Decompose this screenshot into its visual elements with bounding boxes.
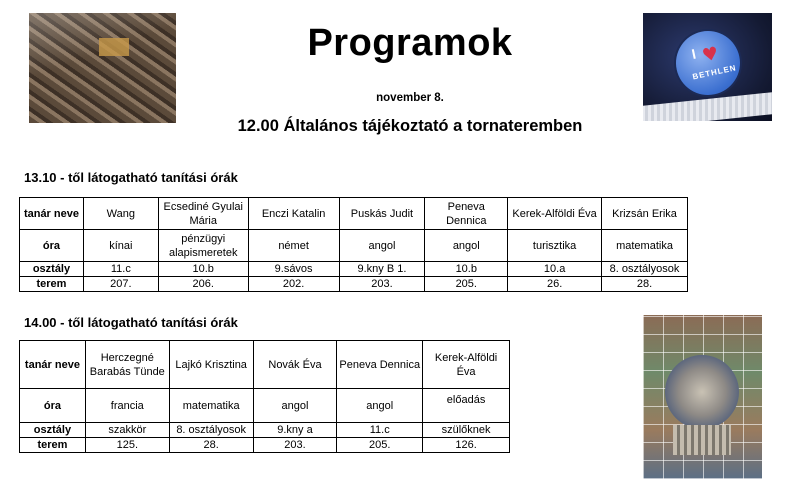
room-cell: 125.: [85, 438, 169, 453]
teacher-cell: Ecsediné Gyulai Mária: [158, 198, 248, 230]
subject-cell: angol: [253, 389, 337, 423]
event-date: november 8.: [376, 92, 444, 104]
row-label: osztály: [20, 423, 86, 438]
room-cell: 207.: [83, 277, 158, 292]
subject-cell: pénzügyi alapismeretek: [158, 230, 248, 262]
teacher-cell: Krizsán Erika: [602, 198, 688, 230]
class-cell: 11.c: [83, 262, 158, 277]
section1-heading: 13.10 - től látogatható tanítási órák: [24, 170, 238, 185]
general-info-line: 12.00 Általános tájékoztató a tornateremben: [237, 117, 583, 135]
teacher-cell: Peneva Dennica: [337, 341, 423, 389]
teacher-cell: Lajkó Krisztina: [169, 341, 253, 389]
schedule-table-1310: [19, 197, 688, 292]
section2-heading: 14.00 - től látogatható tanítási órák: [24, 315, 238, 330]
row-label: tanár neve: [20, 198, 84, 230]
i-love-bethlen-badge-photo: I ♥ BETHLEN: [643, 13, 772, 121]
page-title: Programok: [307, 22, 513, 64]
subject-cell: angol: [425, 230, 508, 262]
table-row: [20, 262, 688, 277]
room-cell: 205.: [425, 277, 508, 292]
room-cell: 203.: [339, 277, 425, 292]
teacher-cell: Enczi Katalin: [248, 198, 339, 230]
class-cell: szülőknek: [423, 423, 510, 438]
room-cell: 203.: [253, 438, 337, 453]
class-cell: 9.kny B 1.: [339, 262, 425, 277]
row-label: óra: [20, 230, 84, 262]
teacher-cell: Herczegné Barabás Tünde: [85, 341, 169, 389]
subject-cell: matematika: [602, 230, 688, 262]
subject-cell: turisztika: [508, 230, 602, 262]
table-row: [20, 198, 688, 230]
table-row: [20, 389, 510, 423]
teacher-cell: Peneva Dennica: [425, 198, 508, 230]
room-cell: 28.: [602, 277, 688, 292]
class-cell: 11.c: [337, 423, 423, 438]
class-cell: szakkör: [85, 423, 169, 438]
class-cell: 8. osztályosok: [602, 262, 688, 277]
room-cell: 126.: [423, 438, 510, 453]
subject-cell: matematika: [169, 389, 253, 423]
subject-cell: angol: [339, 230, 425, 262]
row-label: óra: [20, 389, 86, 423]
city-aerial-photo: [29, 13, 176, 123]
row-label: tanár neve: [20, 341, 86, 389]
subject-cell: előadás: [423, 389, 510, 423]
teacher-cell: Puskás Judit: [339, 198, 425, 230]
room-cell: 206.: [158, 277, 248, 292]
class-cell: 8. osztályosok: [169, 423, 253, 438]
room-cell: 28.: [169, 438, 253, 453]
table-row: [20, 438, 510, 453]
heart-icon: ♥: [700, 42, 721, 67]
schedule-table-1400: [19, 340, 510, 453]
subject-cell: kínai: [83, 230, 158, 262]
row-label: terem: [20, 438, 86, 453]
class-cell: 9.kny a: [253, 423, 337, 438]
table-row: [20, 423, 510, 438]
table-row: [20, 230, 688, 262]
room-cell: 26.: [508, 277, 602, 292]
row-label: osztály: [20, 262, 84, 277]
room-cell: 202.: [248, 277, 339, 292]
class-cell: 10.b: [158, 262, 248, 277]
class-cell: 10.a: [508, 262, 602, 277]
subject-cell: angol: [337, 389, 423, 423]
teacher-cell: Wang: [83, 198, 158, 230]
teacher-cell: Kerek-Alföldi Éva: [508, 198, 602, 230]
school-collage-photo: [643, 315, 762, 479]
table-row: [20, 277, 688, 292]
teacher-cell: Kerek-Alföldi Éva: [423, 341, 510, 389]
subject-cell: francia: [85, 389, 169, 423]
row-label: terem: [20, 277, 84, 292]
class-cell: 10.b: [425, 262, 508, 277]
table-row: [20, 341, 510, 389]
class-cell: 9.sávos: [248, 262, 339, 277]
room-cell: 205.: [337, 438, 423, 453]
teacher-cell: Novák Éva: [253, 341, 337, 389]
subject-cell: német: [248, 230, 339, 262]
